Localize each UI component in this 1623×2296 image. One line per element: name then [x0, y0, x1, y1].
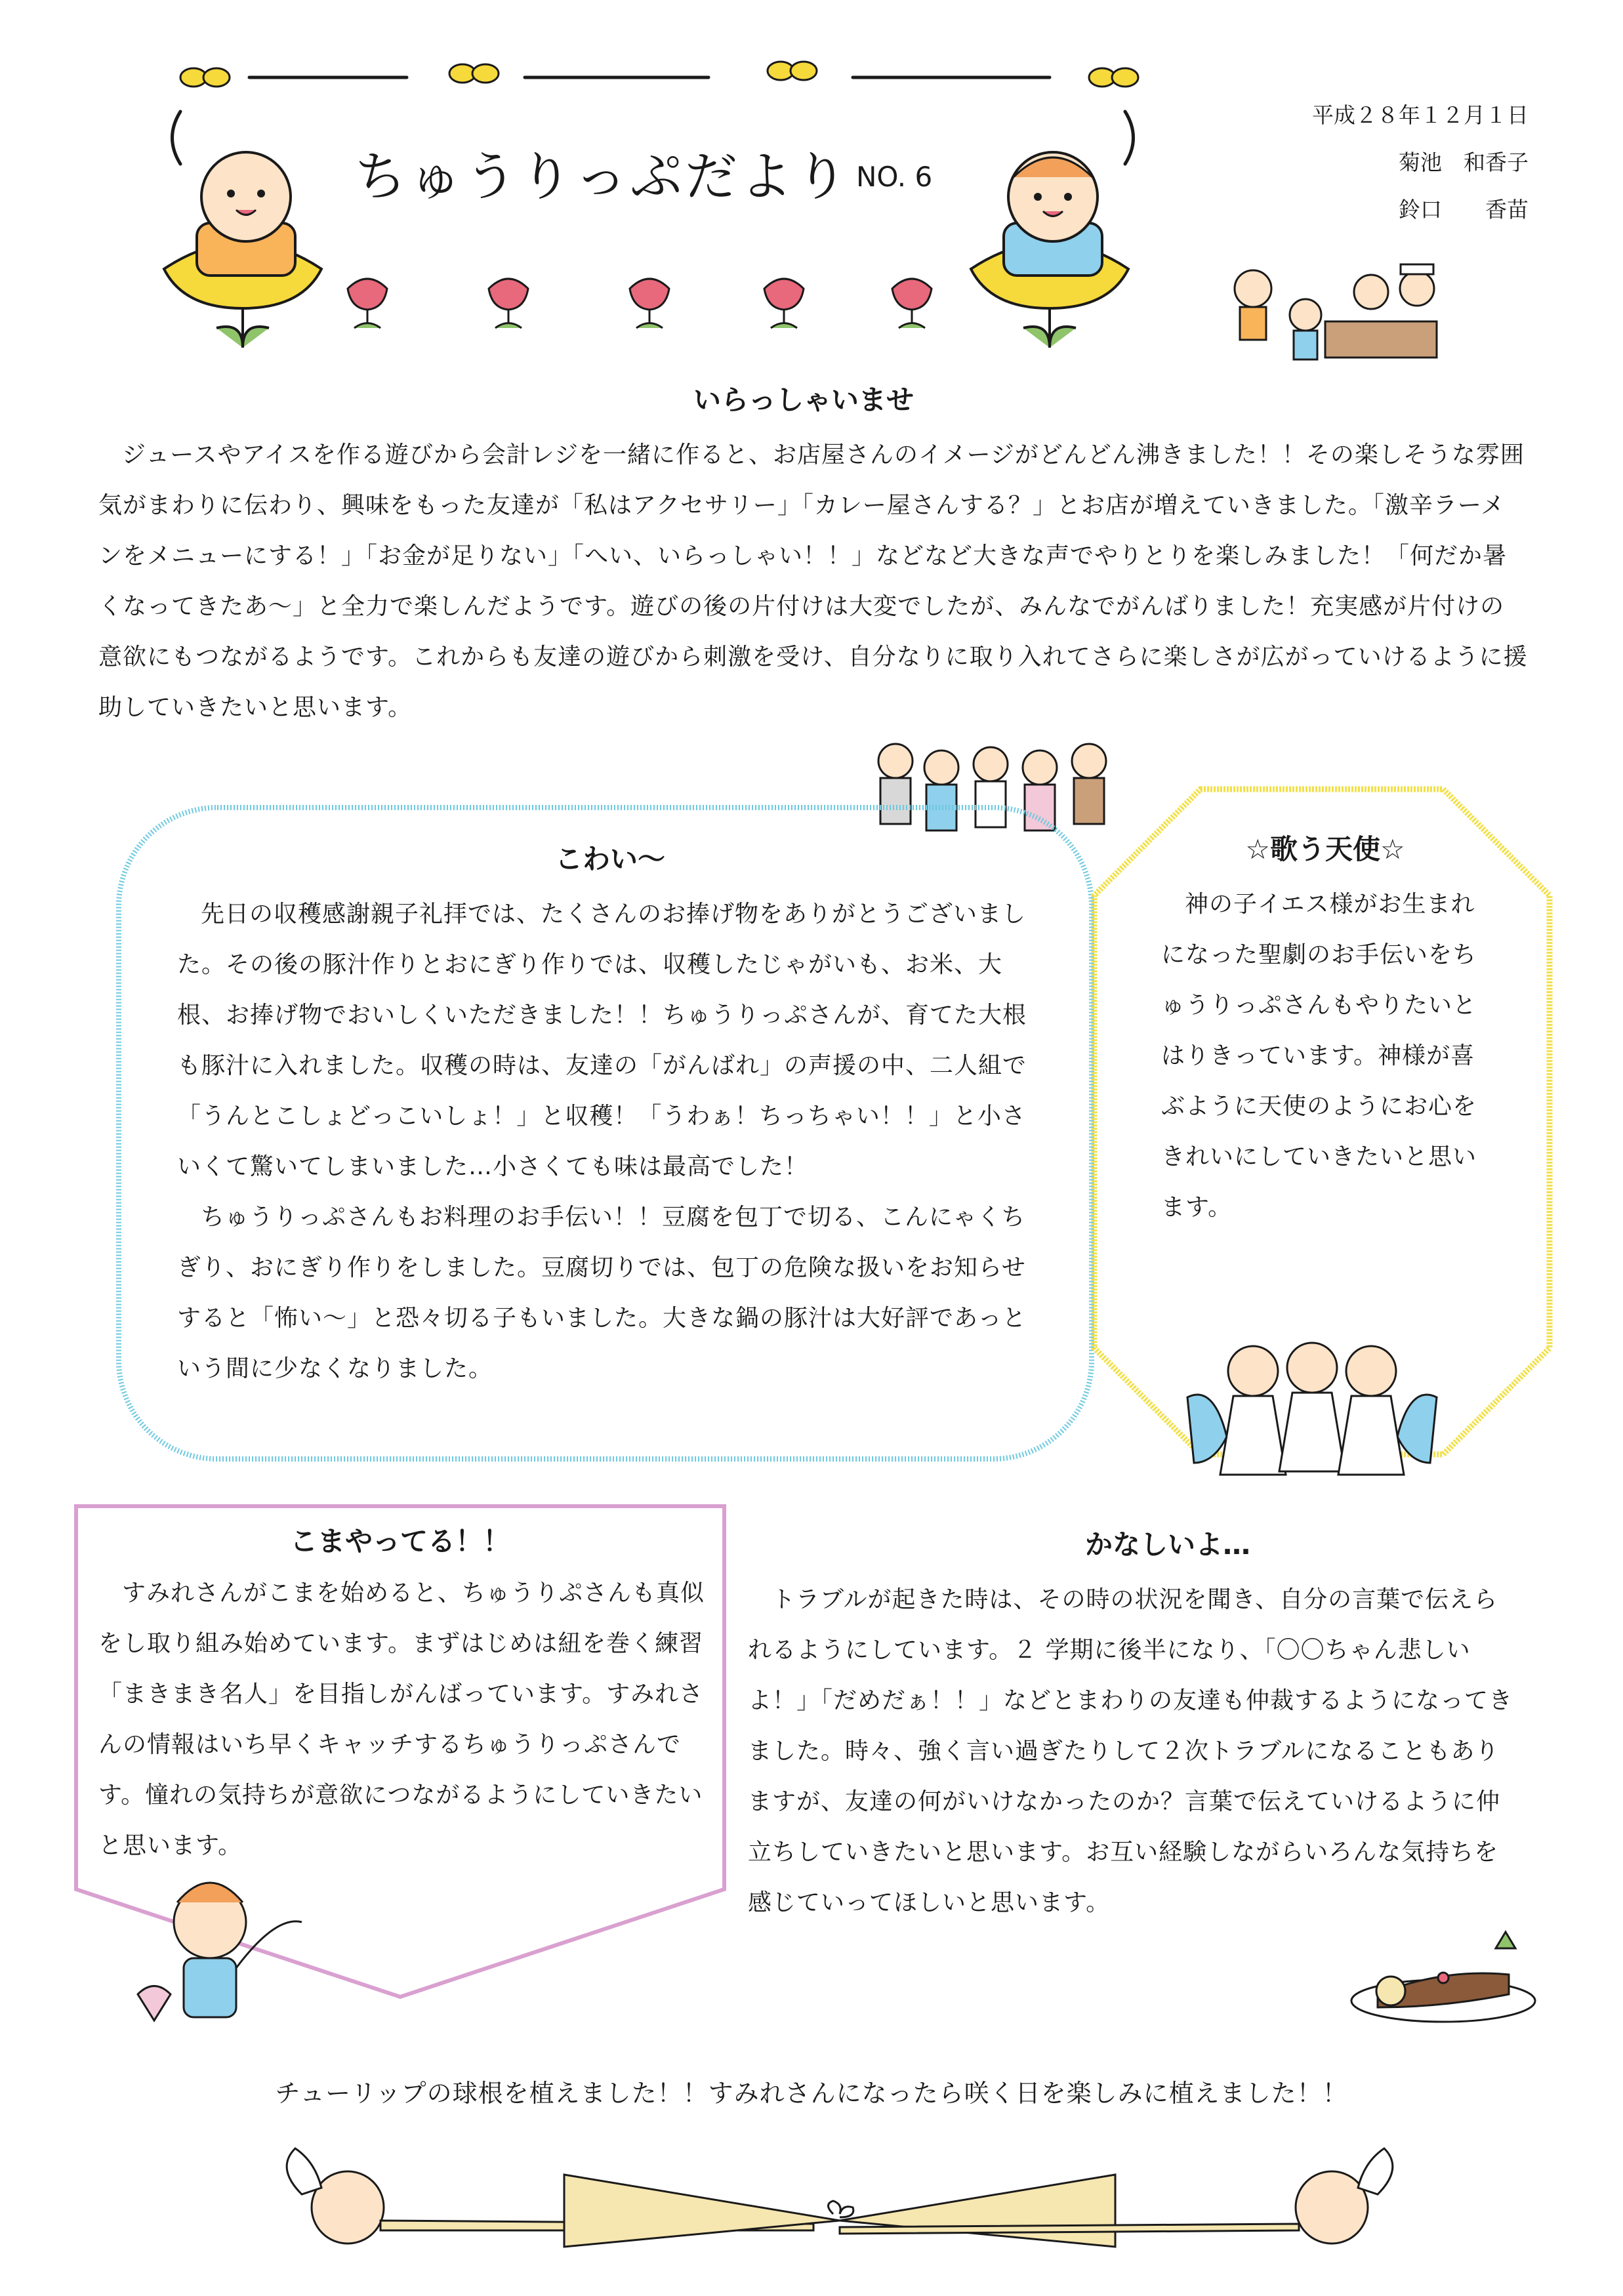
date-author-block — [1279, 92, 1529, 234]
tulip-icon — [892, 279, 932, 328]
section-title-kowai: こわい～ — [554, 843, 665, 875]
child-illustration — [164, 152, 321, 348]
butterfly-icon — [1089, 68, 1138, 87]
section-body-kanashii: トラブルが起きた時は、その時の状況を聞き、自分の言葉で伝えられるようにしています。２ 学期に後半になり、「〇〇ちゃん悲しいよ！」「だめだぁ！！」などとまわりの友達も仲裁するようになってきました。時々、強く言い過ぎたりして２次トラブルになることもありますが、友達の何がいけなかったのか？言葉で伝えていけるように仲立ちしていきたいと思います。お互い経験しながらいろんな気持ちを感じていってほしいと思います。 — [748, 1586, 1513, 1916]
section-paragraph: 先日の収穫感謝親子礼拝では、たくさんのお捧げ物をありがとうございました。その後の豚汁作りとおにぎり作りでは、収穫したじゃがいも、お米、大根、お捧げ物でおいしくいただきました！！ちゅうりっぷさんが、育てた大根も豚汁に入れました。収穫の時は、友達の「がんばれ」の声援の中、二人組で「うんとこしょどっこいしょ！」と収穫！「うわぁ！ちっちゃい！！」と小さいくて驚いてしまいました…小さくても味は最高でした！ — [177, 901, 1027, 1180]
section-body-koma: すみれさんがこまを始めると、ちゅうりぷさんも真似をし取り組み始めています。まずはじめは紐を巻く練習「まきまき名人」を目指しがんばっています。すみれさんの情報はいち早くキャッチするちゅうりっぷさんです。憧れの気持ちが意欲につながるようにしていきたいと思います。 — [98, 1580, 705, 1859]
section-title-kanashii: かなしいよ… — [1084, 1528, 1250, 1561]
section-body-utau-tenshi: 神の子イエス様がお生まれになった聖劇のお手伝いをちゅうりっぷさんもやりたいとはりきっています。神様が喜ぶように天使のようにお心をきれいにしていきたいと思います。 — [1161, 891, 1477, 1221]
butterfly-icon — [180, 68, 230, 87]
spinning-top-kid-illustration — [112, 1870, 308, 2066]
trumpet-angels-illustration — [276, 2135, 1404, 2280]
section-body-kowai — [177, 889, 1050, 1394]
tulip-icon — [348, 279, 387, 328]
tulip-icon — [764, 279, 804, 328]
angels-illustration — [1174, 1332, 1450, 1489]
child-illustration — [971, 152, 1128, 348]
section-body-irasshaimase: ジュースやアイスを作る遊びから会計レジを一緒に作ると、お店屋さんのイメージがどんどん沸きました！！その楽しそうな雰囲気がまわりに伝わり、興味をもった友達が「私はアクセサリー」「カレー屋さんする？」とお店が増えていきました。「激辛ラーメンをメニューにする！」「お金が足りない」「へい、いらっしゃい！！」などなど大きな声でやりとりを楽しみました！「何だか暑くなってきたあ～」と全力で楽しんだようです。遊びの後の片付けは大変でしたが、みんなでがんばりました！充実感が片付けの意欲にもつながるようです。これからも友達の遊びから刺激を受け、自分なりに取り入れてさらに楽しさが広がっていけるように援助していきたいと思います。 — [98, 441, 1528, 721]
issue-date: 平成２８年１２月１日 — [1312, 102, 1529, 128]
newsletter-title: ちゅうりっぷだより — [354, 146, 850, 207]
tulip-icon — [489, 279, 528, 328]
shop-kids-illustration — [1235, 264, 1437, 359]
section-title-irasshaimase: いらっしゃいませ — [693, 384, 914, 416]
tulip-icon — [630, 279, 669, 328]
butterfly-icon — [449, 64, 499, 83]
section-title-utau-tenshi: ☆歌う天使☆ — [1245, 833, 1405, 865]
section-paragraph: ちゅうりっぷさんもお料理のお手伝い！！豆腐を包丁で切る、こんにゃくちぎり、おにぎり作りをしました。豆腐切りでは、包丁の危険な扱いをお知らせすると「怖い～」と恐々切る子もいました。大きな鍋の豚汁は大好評であっという間に少なくなりました。 — [177, 1204, 1027, 1382]
section-title-koma: こまやってる！！ — [289, 1525, 510, 1557]
author-name: 菊池 和香子 — [1399, 150, 1529, 175]
issue-number: NO. 6 — [856, 161, 933, 193]
cake-illustration — [1345, 1929, 1542, 2027]
butterfly-icon — [768, 62, 817, 80]
footer-note: チューリップの球根を植えました！！すみれさんになったら咲く日を楽しみに植えました！！ — [275, 2079, 1348, 2108]
author-name: 鈴口 香苗 — [1399, 197, 1529, 222]
